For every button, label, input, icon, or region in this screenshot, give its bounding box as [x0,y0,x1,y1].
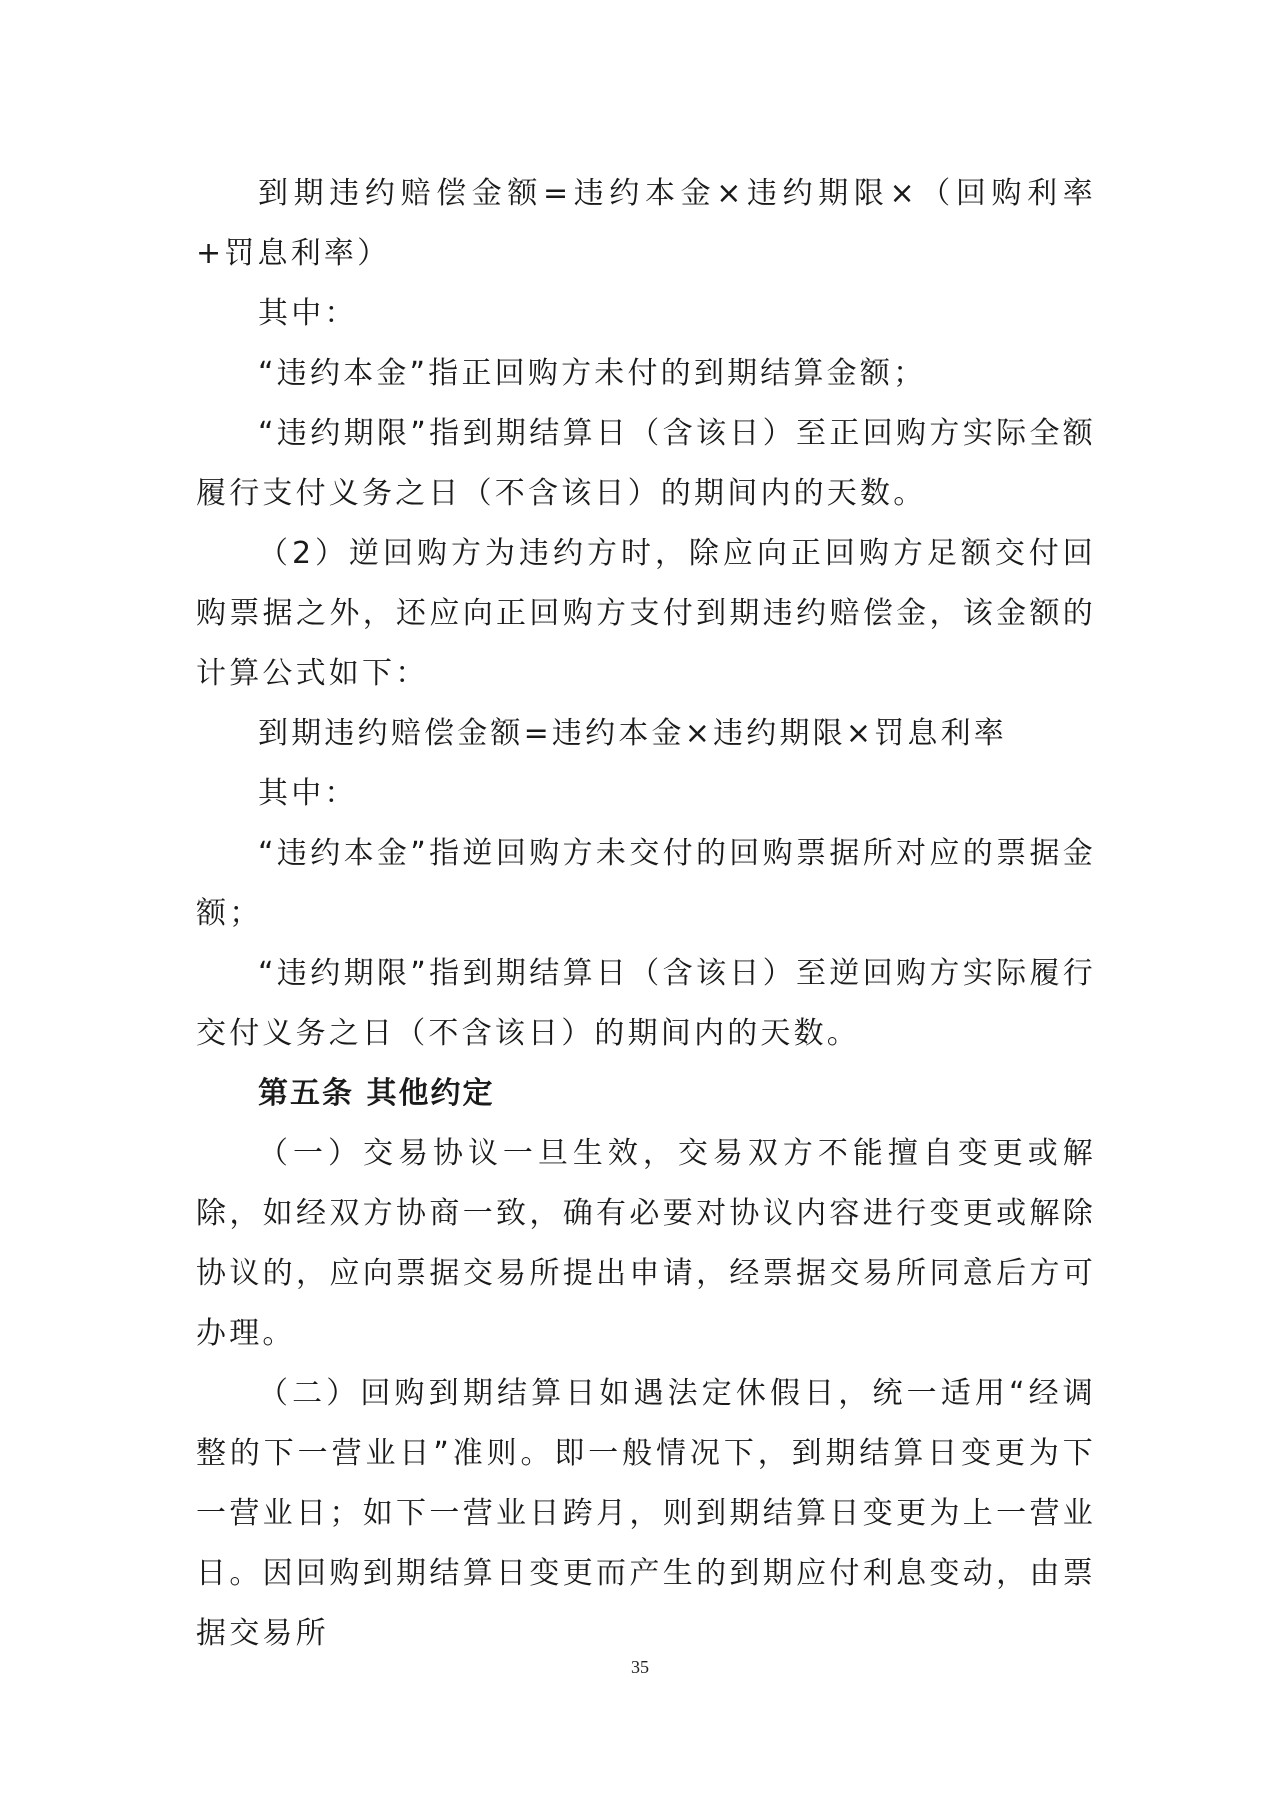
article-paragraph: （一）交易协议一旦生效，交易双方不能擅自变更或解除，如经双方协商一致，确有必要对协议内容进行变更或解除协议的，应向票据交易所提出申请，经票据交易所同意后方可办理。 [196,1136,1096,1351]
definition-paragraph: “违约本金”指逆回购方未交付的回购票据所对应的票据金额； [196,836,1096,931]
article-paragraph: （二）回购到期结算日如遇法定休假日，统一适用“经调整的下一营业日”准则。即一般情况下，到期结算日变更为下一营业日；如下一营业日跨月，则到期结算日变更为上一营业日。因回购到期结算日变更而产生的到期应付利息变动，由票据交易所 [196,1376,1096,1651]
article-heading: 第五条 其他约定 [258,1076,495,1111]
page-body [196,164,1096,1664]
where-label: 其中： [258,776,358,811]
page-number: 35 [631,1657,649,1677]
formula-paragraph: 到期违约赔偿金额=违约本金×违约期限×（回购利率+罚息利率） [196,176,1096,271]
where-label: 其中： [258,296,358,331]
definition-paragraph: “违约期限”指到期结算日（含该日）至逆回购方实际履行交付义务之日（不含该日）的期间内的天数。 [196,956,1096,1051]
clause-paragraph: （2）逆回购方为违约方时，除应向正回购方足额交付回购票据之外，还应向正回购方支付到期违约赔偿金，该金额的计算公式如下： [196,536,1096,691]
formula-paragraph: 到期违约赔偿金额=违约本金×违约期限×罚息利率 [258,716,1008,751]
definition-paragraph: “违约本金”指正回购方未付的到期结算金额； [258,356,927,391]
definition-paragraph: “违约期限”指到期结算日（含该日）至正回购方实际全额履行支付义务之日（不含该日）的期间内的天数。 [196,416,1096,511]
